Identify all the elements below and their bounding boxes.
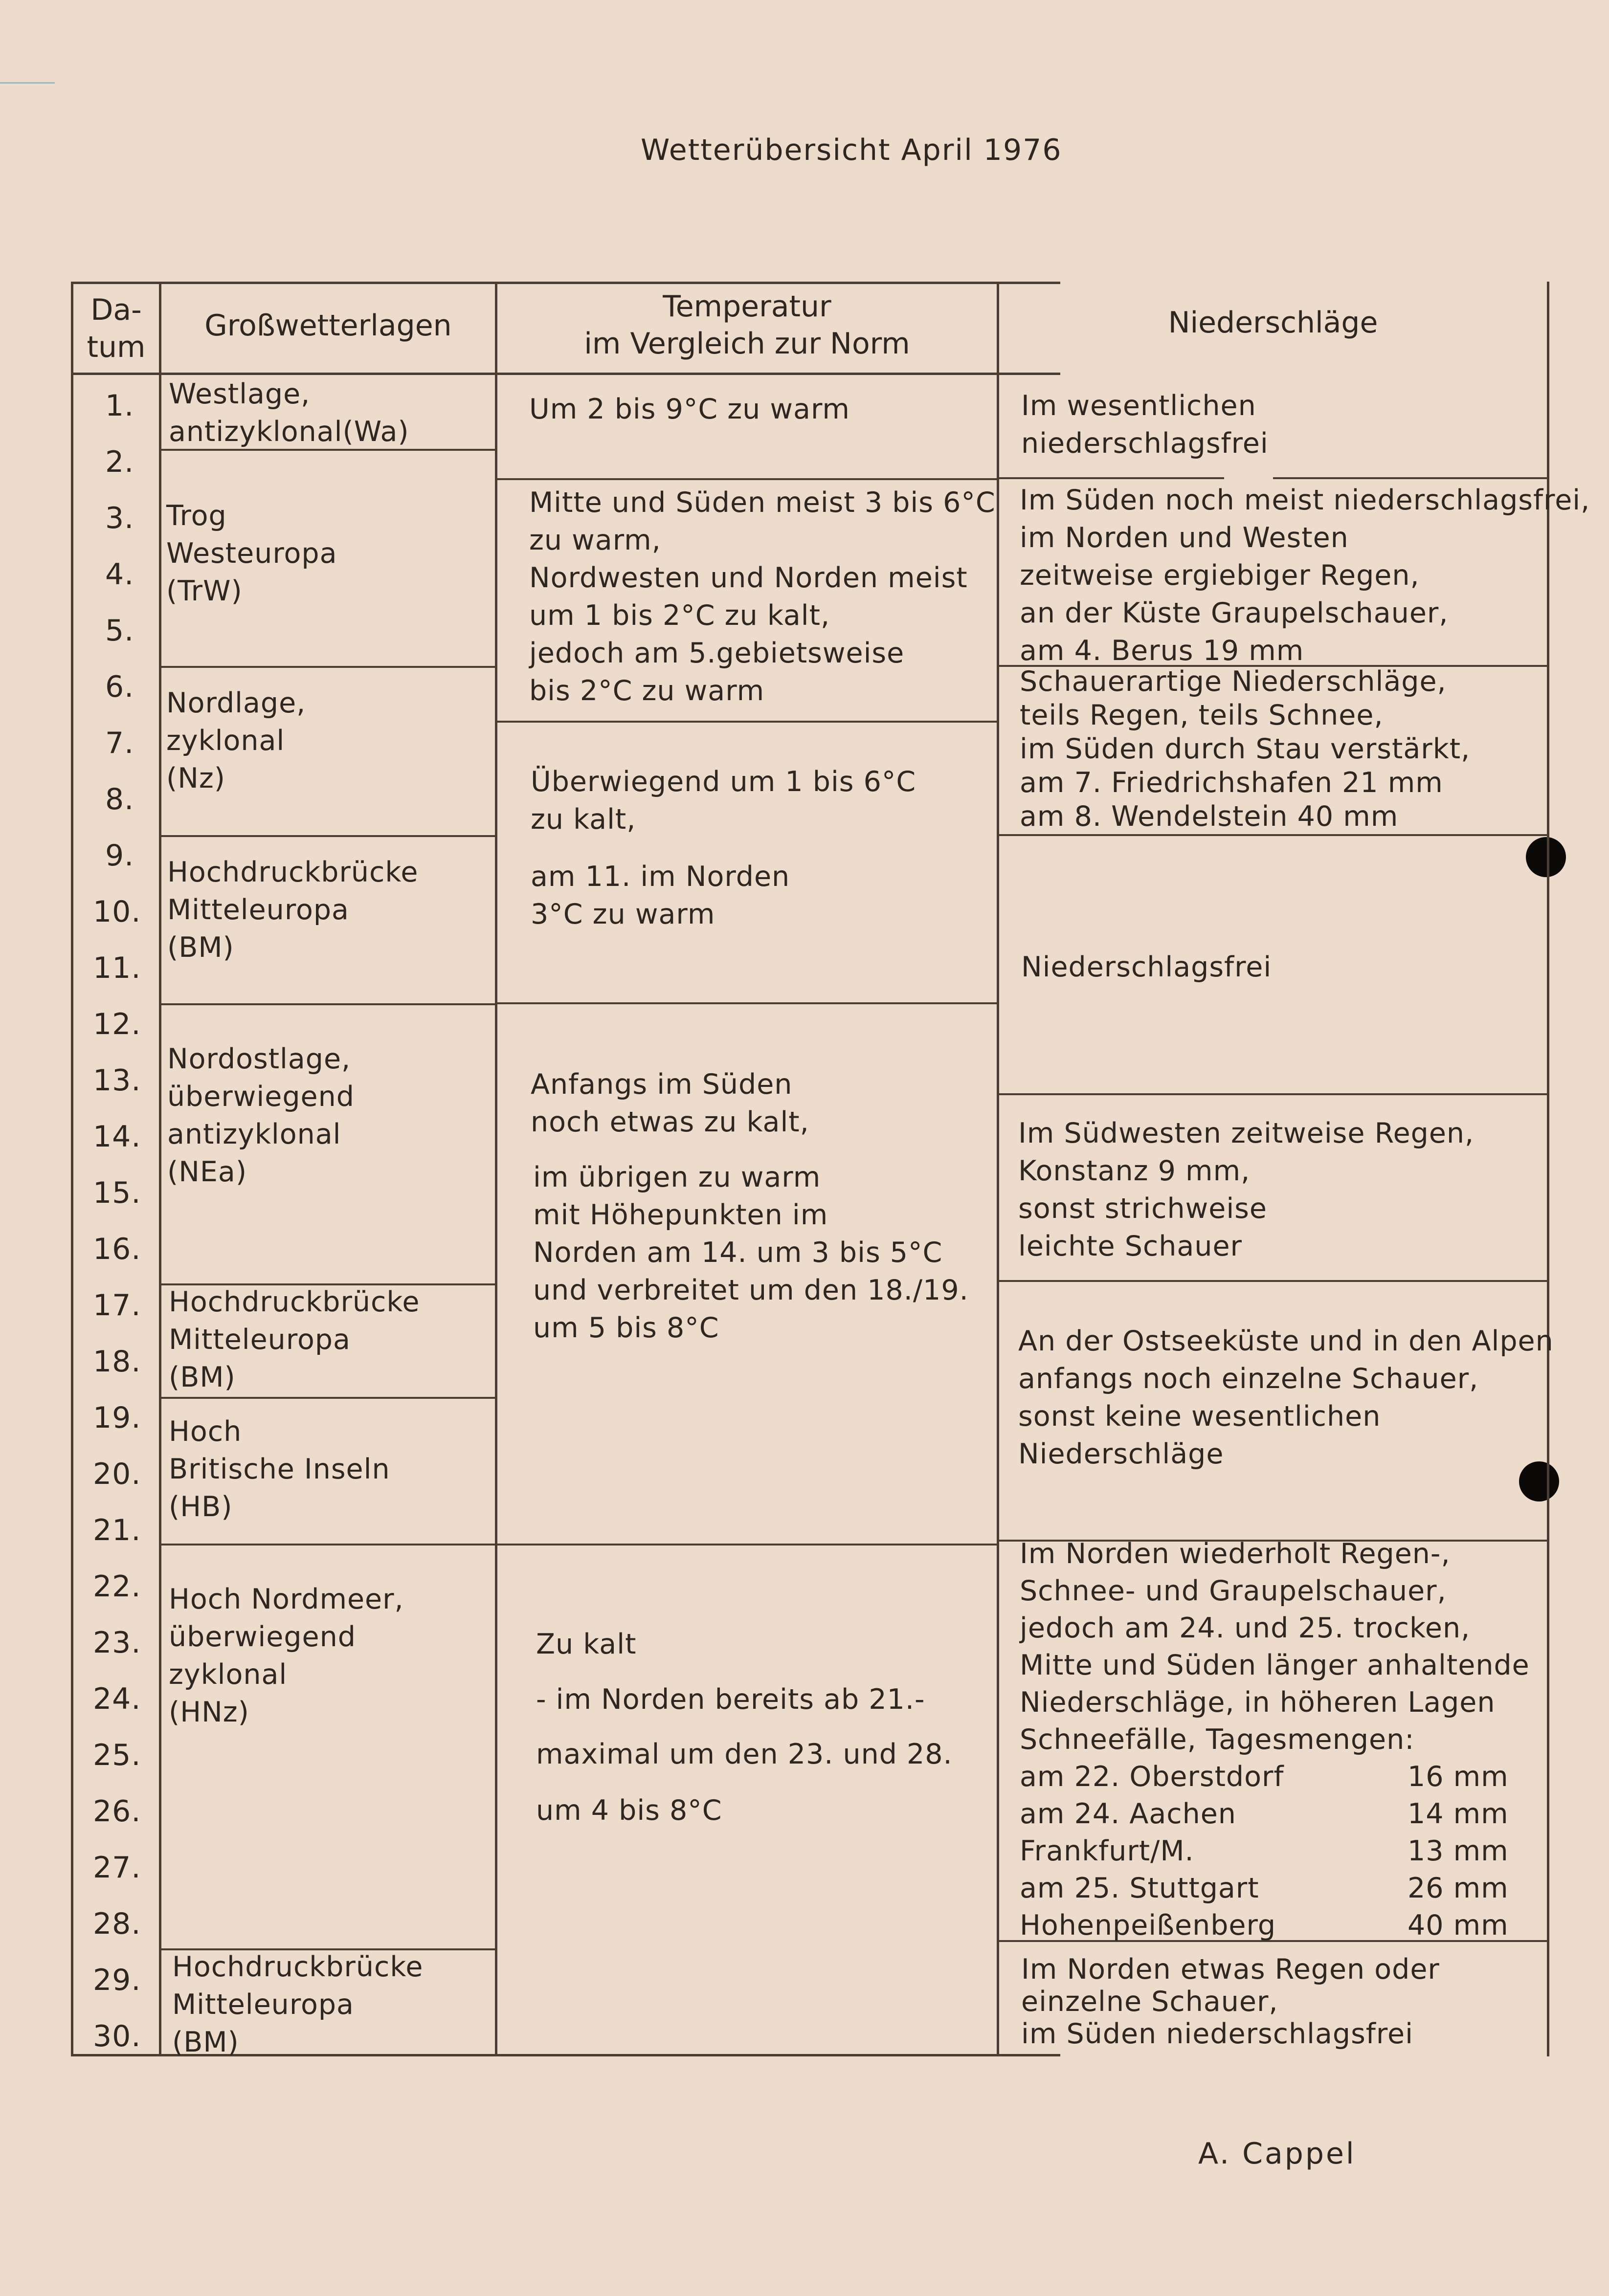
weather-type-cell: Hochdruckbrücke Mitteleuropa (BM) [169,1286,420,1393]
day-number: 15. [93,1176,141,1210]
day-number: 20. [93,1457,141,1491]
day-number: 8. [105,782,134,817]
day-number: 4. [105,557,134,592]
precipitation-cell: Im Süden noch meist niederschlagsfrei, im Norden und Westen zeitweise ergiebiger Regen, an der Küste Graupelschauer, am 4. Berus 19 mm [1020,484,1590,667]
column-divider [997,282,999,2056]
day-number: 9. [105,839,134,873]
temperature-cell: maximal um den 23. und 28. [536,1738,953,1770]
header-rule [71,373,1060,375]
day-number: 14. [93,1120,141,1154]
row-rule [999,834,1547,836]
temperature-cell: am 11. im Norden 3°C zu warm [531,861,790,930]
weather-type-cell: Hochdruckbrücke Mitteleuropa (BM) [172,1951,424,2058]
temperature-cell: - im Norden bereits ab 21.- [536,1683,925,1716]
row-rule [161,1544,495,1545]
day-number: 27. [93,1851,141,1885]
row-rule [999,477,1224,479]
weather-type-cell: Trog Westeuropa (TrW) [166,500,337,607]
weather-type-cell: Nordlage, zyklonal (Nz) [166,687,306,795]
row-rule [161,835,495,837]
day-number: 24. [93,1682,141,1716]
precipitation-cell: Im wesentlichen niederschlagsfrei [1021,390,1269,460]
column-divider [159,282,161,2056]
row-rule [999,1280,1547,1282]
day-number: 12. [93,1007,141,1041]
temperature-cell: Mitte und Süden meist 3 bis 6°C zu warm, Nordwesten und Norden meist um 1 bis 2°C zu kalt, jedoch am 5.gebietsweise bis 2°C zu warm [529,486,996,707]
header-temperatur: Temperatur im Vergleich zur Norm [584,289,910,361]
signature: A. Cappel [1198,2137,1356,2171]
day-number: 21. [93,1513,141,1547]
day-number: 13. [93,1063,141,1098]
day-number: 22. [93,1569,141,1604]
punch-hole-icon [1526,837,1566,877]
day-number: 10. [93,895,141,929]
precipitation-cell: Im Norden wiederholt Regen-, Schnee- und Graupelschauer, jedoch am 24. und 25. trocken, Mitte und Süden länger anhaltende Niederschläge, in höheren Lagen Schneefälle, Tagesmengen: am 22. Oberstdorf am 24. Aachen Frankfurt/M. am 25. Stuttgart Hohenpeißenberg [1020,1538,1530,1942]
page-title: Wetterübersicht April 1976 [641,133,1062,167]
day-number: 28. [93,1907,141,1941]
row-rule [161,666,495,668]
day-number: 18. [93,1345,141,1379]
header-niederschlaege: Niederschläge [1168,306,1378,340]
day-number: 7. [105,726,134,760]
day-number: 2. [105,445,134,479]
precipitation-cell: Im Südwesten zeitweise Regen, Konstanz 9 mm, sonst strichweise leichte Schauer [1018,1117,1475,1262]
table-border-left [71,282,73,2056]
row-rule [161,1397,495,1399]
day-number: 5. [105,614,134,648]
temperature-cell: Zu kalt [536,1628,637,1660]
day-number: 26. [93,1794,141,1829]
precipitation-cell: An der Ostseeküste und in den Alpen anfangs noch einzelne Schauer, sonst keine wesentlichen Niederschläge [1018,1325,1554,1470]
day-number: 19. [93,1401,141,1435]
temperature-cell: Um 2 bis 9°C zu warm [529,393,850,425]
day-number: 29. [93,1963,141,1997]
edge-mark [0,82,55,84]
weather-type-cell: Nordostlage, überwiegend antizyklonal (NEa) [167,1043,355,1188]
temperature-cell: um 4 bis 8°C [536,1794,722,1827]
day-number: 25. [93,1738,141,1772]
temperature-cell: Überwiegend um 1 bis 6°C zu kalt, [531,766,916,836]
row-rule [497,1002,997,1004]
day-number: 6. [105,670,134,704]
table-border-top [71,282,1060,284]
column-divider [495,282,497,2056]
day-number: 17. [93,1288,141,1323]
weather-type-cell: Hoch Nordmeer, überwiegend zyklonal (HNz) [169,1583,404,1728]
precipitation-amounts: 16 mm 14 mm 13 mm 26 mm 40 mm [1408,1761,1509,1942]
row-rule [497,1544,997,1545]
day-number: 1. [105,389,134,423]
header-grosswetterlagen: Großwetterlagen [204,309,452,343]
precipitation-cell: Im Norden etwas Regen oder einzelne Schauer, im Süden niederschlagsfrei [1021,1953,1440,2050]
temperature-cell: Anfangs im Süden noch etwas zu kalt, [531,1068,809,1138]
day-number: 23. [93,1626,141,1660]
weather-type-cell: Hoch Britische Inseln (HB) [169,1415,390,1523]
weather-type-cell: Hochdruckbrücke Mitteleuropa (BM) [167,856,419,964]
row-rule [1273,477,1547,479]
day-number: 16. [93,1232,141,1266]
row-rule [161,1003,495,1005]
row-rule [497,721,997,723]
day-number: 11. [93,951,141,985]
row-rule [999,1093,1547,1095]
day-number: 3. [105,501,134,535]
row-rule [497,478,997,480]
temperature-cell: im übrigen zu warm mit Höhepunkten im Norden am 14. um 3 bis 5°C und verbreitet um den 18./19. um 5 bis 8°C [533,1161,969,1344]
weather-type-cell: Westlage, antizyklonal(Wa) [169,378,409,448]
precipitation-cell: Niederschlagsfrei [1021,951,1272,983]
day-number: 30. [93,2019,141,2053]
precipitation-cell: Schauerartige Niederschläge, teils Regen, teils Schnee, im Süden durch Stau verstärkt, am 7. Friedrichshafen 21 mm am 8. Wendelstein 40 mm [1020,665,1471,833]
header-datum: Da- tum [87,293,146,364]
